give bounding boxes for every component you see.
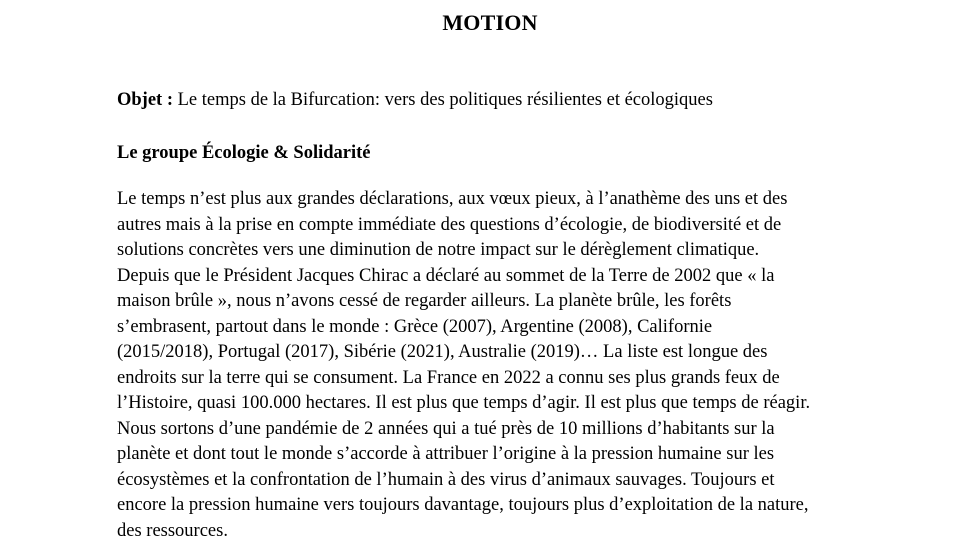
body-line: planète et dont tout le monde s’accorde à attribuer l’origine à la pression humaine sur les [117, 444, 775, 464]
group-heading: Le groupe Écologie & Solidarité [117, 143, 371, 163]
body-line: (2015/2018), Portugal (2017), Sibérie (2021), Australie (2019)… La liste est longue des [117, 342, 768, 362]
body-line: s’embrasent, partout dans le monde : Grèce (2007), Argentine (2008), Californie [117, 316, 713, 337]
body-line: l’Histoire, quasi 100.000 hectares. Il est plus que temps d’agir. Il est plus que temps de réagir. [117, 393, 811, 413]
object-line [117, 87, 713, 113]
body-line: Nous sortons d’une pandémie de 2 années qui a tué près de 10 millions d’habitants sur la [117, 418, 775, 439]
body-line: solutions concrètes vers une diminution de notre impact sur le dérèglement climatique. [117, 240, 760, 260]
object-text: Le temps de la Bifurcation: vers des politiques résilientes et écologiques [173, 90, 713, 110]
body-line: encore la pression humaine vers toujours davantage, toujours plus d’exploitation de la nature, [117, 495, 809, 515]
body-line: maison brûle », nous n’avons cessé de regarder ailleurs. La planète brûle, les forêts [117, 291, 732, 311]
body-line: endroits sur la terre qui se consument. La France en 2022 a connu ses plus grands feux de [117, 367, 780, 388]
body-line: des ressources. [117, 520, 228, 541]
document-title: MOTION [442, 10, 538, 35]
body-line: Le temps n’est plus aux grandes déclarations, aux vœux pieux, à l’anathème des uns et des [117, 189, 788, 209]
body-line: Depuis que le Président Jacques Chirac a déclaré au sommet de la Terre de 2002 que « la [117, 265, 775, 286]
object-label: Objet : [117, 90, 173, 110]
body-line: autres mais à la prise en compte immédiate des questions d’écologie, de biodiversité et de [117, 214, 782, 235]
body-line: écosystèmes et la confrontation de l’humain à des virus d’animaux sauvages. Toujours et [117, 469, 775, 490]
body-paragraph [117, 187, 867, 544]
